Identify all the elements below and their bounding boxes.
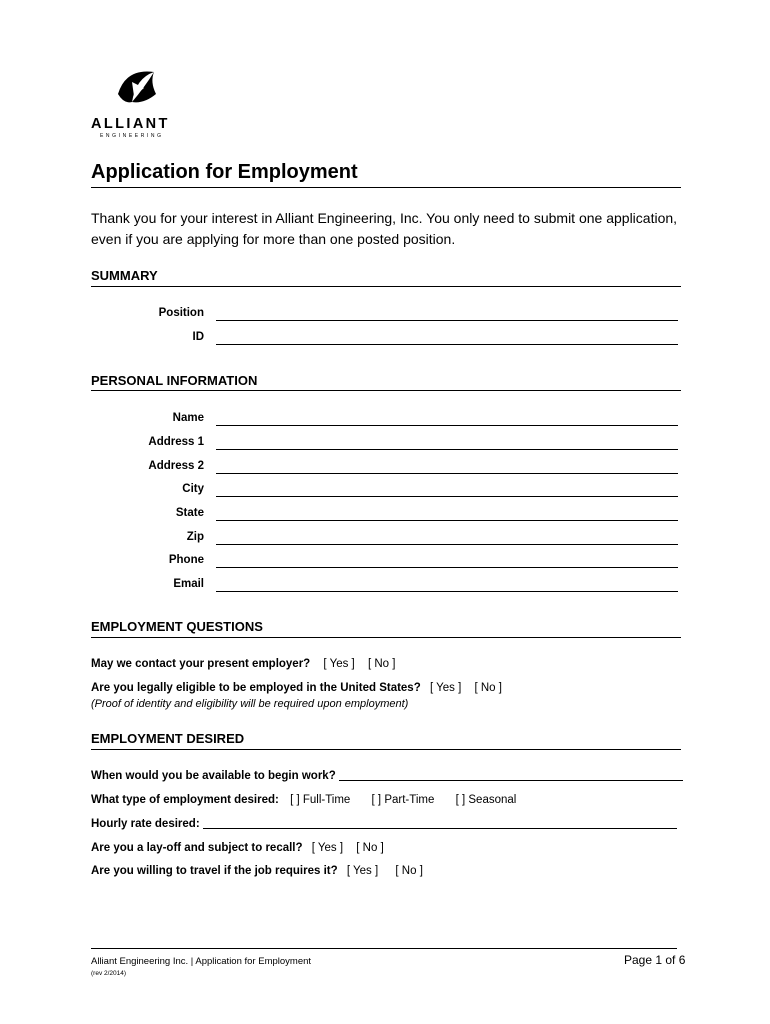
section-heading-employment-questions: EMPLOYMENT QUESTIONS xyxy=(91,619,263,634)
alliant-logo-icon xyxy=(114,64,160,110)
travel-yes-option[interactable]: [ Yes ] xyxy=(346,865,379,877)
question-text: Are you willing to travel if the job requires it? xyxy=(91,865,338,877)
field-label-id: ID xyxy=(192,331,204,343)
question-legally-eligible xyxy=(91,682,502,694)
state-field[interactable] xyxy=(216,520,678,521)
contact-employer-yes-option[interactable]: [ Yes ] xyxy=(323,658,355,670)
question-text: Hourly rate desired: xyxy=(91,818,200,830)
section-heading-summary: SUMMARY xyxy=(91,268,158,283)
seasonal-option[interactable]: [ ] Seasonal xyxy=(455,794,517,806)
section-heading-employment-desired: EMPLOYMENT DESIRED xyxy=(91,731,245,746)
zip-field[interactable] xyxy=(216,544,678,545)
contact-employer-no-option[interactable]: [ No ] xyxy=(367,658,396,670)
section-heading-personal: PERSONAL INFORMATION xyxy=(91,373,258,388)
question-hourly-rate xyxy=(91,818,677,830)
eligible-yes-option[interactable]: [ Yes ] xyxy=(429,682,462,694)
travel-no-option[interactable]: [ No ] xyxy=(395,865,423,877)
hourly-rate-field[interactable] xyxy=(203,828,677,829)
title-divider xyxy=(91,187,681,188)
intro-paragraph: Thank you for your interest in Alliant Engineering, Inc. You only need to submit one application, even if you are applying for more than one posted position. xyxy=(91,210,678,247)
part-time-option[interactable]: [ ] Part-Time xyxy=(371,794,435,806)
email-field[interactable] xyxy=(216,591,678,592)
logo-subtext: ENGINEERING xyxy=(100,133,164,139)
field-label-city: City xyxy=(182,483,204,495)
field-label-name: Name xyxy=(172,412,204,424)
question-text: Are you legally eligible to be employed in the United States? xyxy=(91,682,421,694)
question-text: What type of employment desired: xyxy=(91,794,279,806)
question-available-date xyxy=(91,770,683,782)
layoff-yes-option[interactable]: [ Yes ] xyxy=(311,842,344,854)
field-label-email: Email xyxy=(173,578,204,590)
footer-divider xyxy=(91,948,677,949)
question-layoff-recall xyxy=(91,842,384,854)
footer-page-number: Page 1 of 6 xyxy=(624,953,686,967)
footer-document-name: Alliant Engineering Inc. | Application for Employment xyxy=(91,956,312,967)
available-date-field[interactable] xyxy=(339,780,683,781)
field-label-address2: Address 2 xyxy=(148,460,204,472)
question-employment-type xyxy=(91,794,516,806)
position-field[interactable] xyxy=(216,320,678,321)
phone-field[interactable] xyxy=(216,567,678,568)
page-title: Application for Employment xyxy=(91,161,358,183)
layoff-no-option[interactable]: [ No ] xyxy=(356,842,384,854)
field-label-address1: Address 1 xyxy=(148,436,204,448)
field-label-zip: Zip xyxy=(186,531,204,543)
id-field[interactable] xyxy=(216,344,678,345)
question-text: Are you a lay-off and subject to recall? xyxy=(91,842,303,854)
logo-wordmark: ALLIANT xyxy=(91,116,170,132)
name-field[interactable] xyxy=(216,425,678,426)
field-label-state: State xyxy=(175,507,204,519)
field-label-phone: Phone xyxy=(168,554,204,566)
employment-questions-divider xyxy=(91,637,681,638)
summary-divider xyxy=(91,286,681,287)
question-willing-travel xyxy=(91,865,423,877)
field-label-position: Position xyxy=(158,307,204,319)
employment-desired-divider xyxy=(91,749,681,750)
city-field[interactable] xyxy=(216,496,678,497)
eligible-no-option[interactable]: [ No ] xyxy=(474,682,502,694)
question-contact-employer xyxy=(91,658,395,670)
personal-divider xyxy=(91,390,681,391)
address1-field[interactable] xyxy=(216,449,678,450)
eligibility-note: (Proof of identity and eligibility will be required upon employment) xyxy=(91,698,409,710)
question-text: When would you be available to begin work? xyxy=(91,770,336,782)
full-time-option[interactable]: [ ] Full-Time xyxy=(290,794,351,806)
address2-field[interactable] xyxy=(216,473,678,474)
footer-revision: (rev 2/2014) xyxy=(91,970,127,977)
question-text: May we contact your present employer? xyxy=(91,658,311,670)
